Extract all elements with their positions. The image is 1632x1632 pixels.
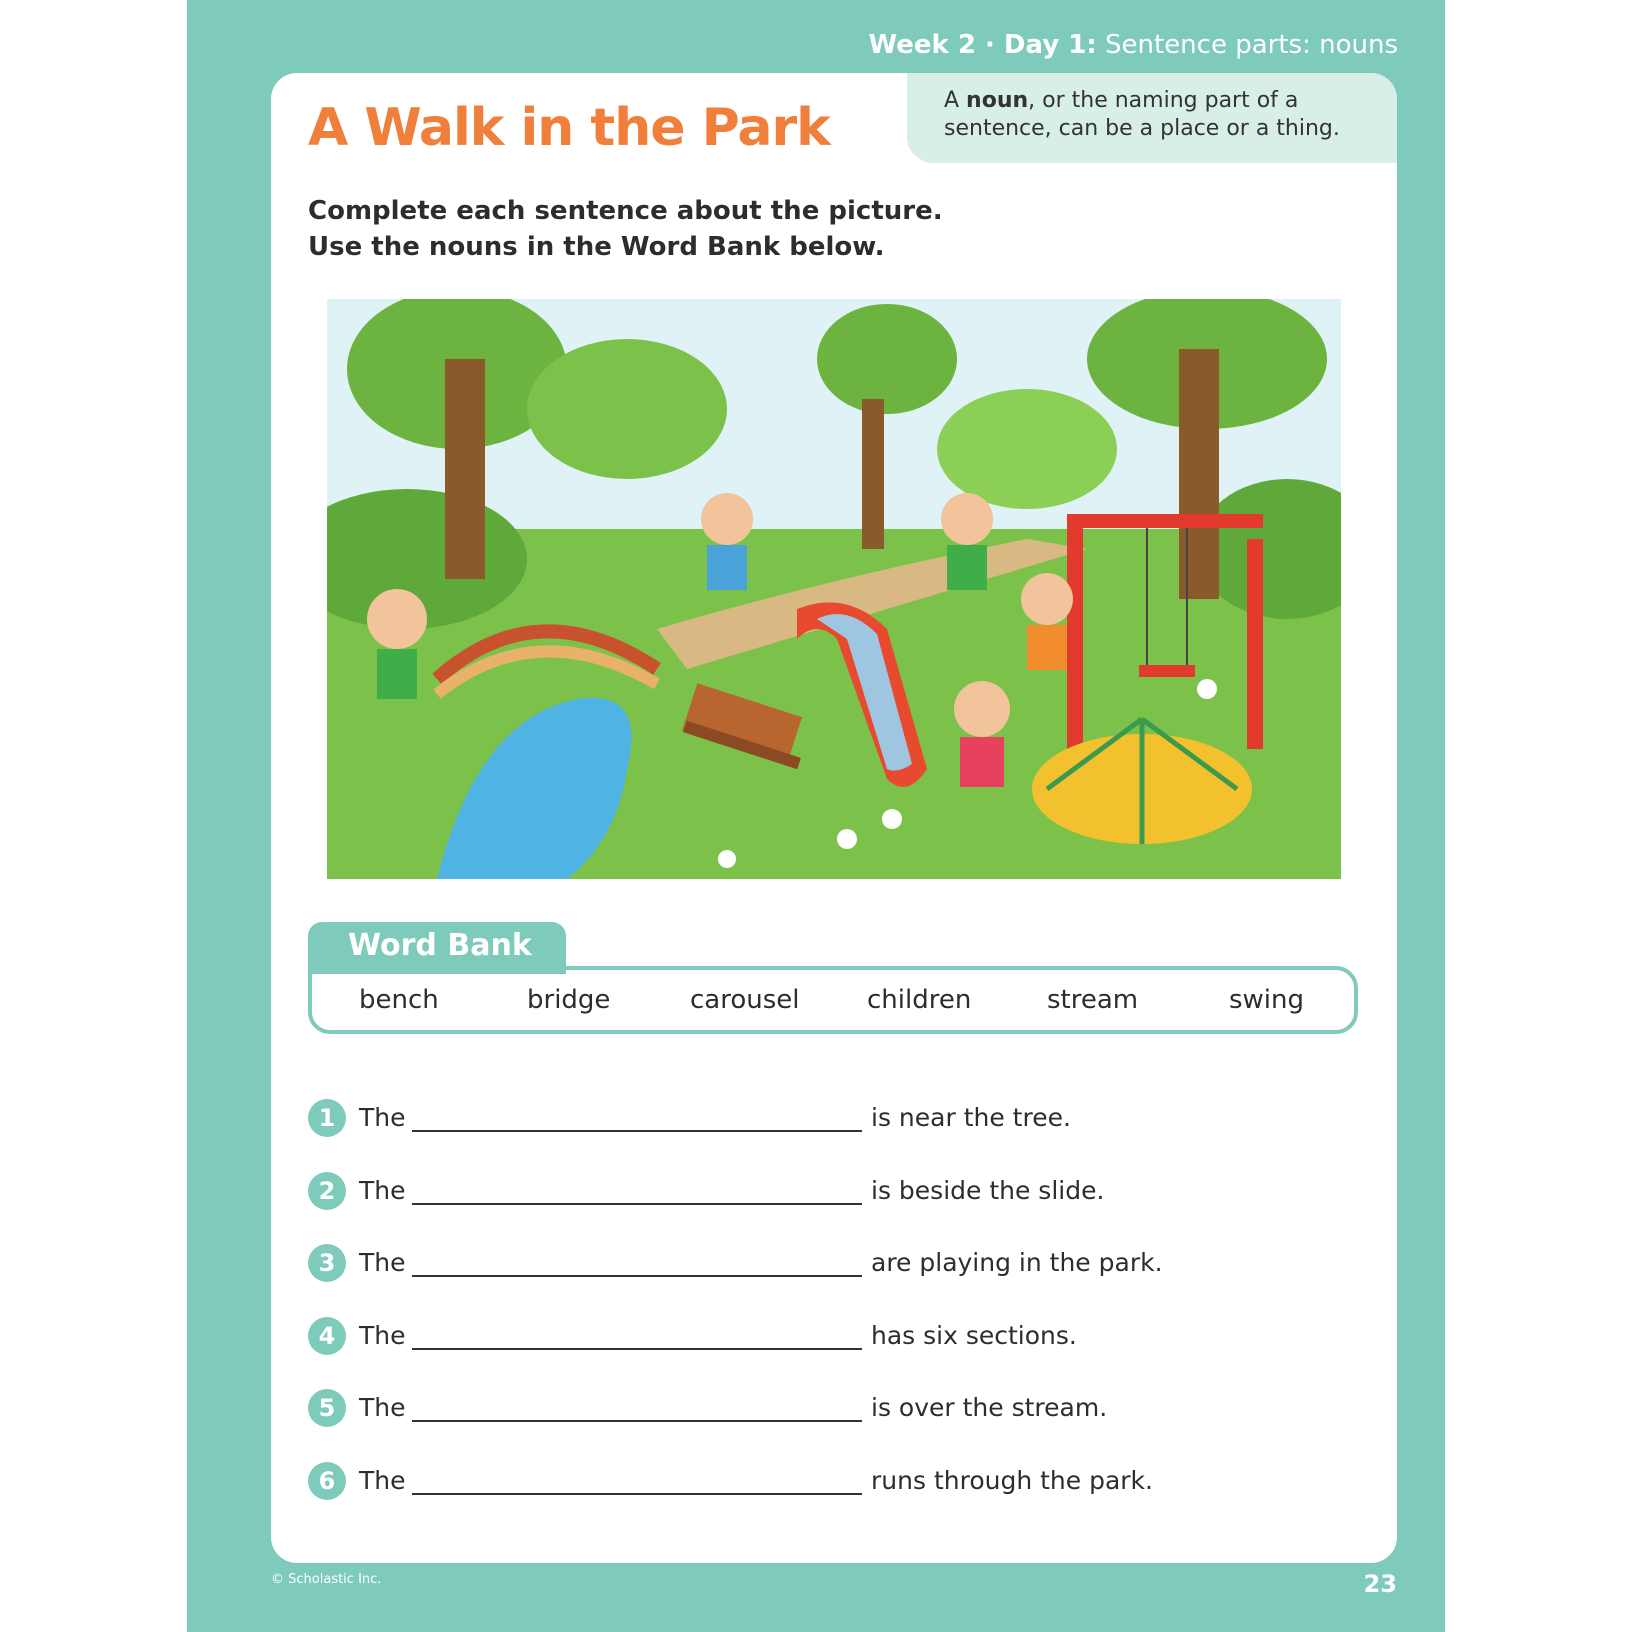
question-number-badge: 3 xyxy=(308,1244,346,1282)
instruction-line-1: Complete each sentence about the picture. xyxy=(308,196,943,226)
question-number-badge: 5 xyxy=(308,1389,346,1427)
question-end: is over the stream. xyxy=(871,1393,1108,1422)
question-start: The xyxy=(359,1321,406,1350)
page-title: A Walk in the Park xyxy=(308,98,830,158)
word-bank-word: carousel xyxy=(690,985,800,1015)
question-start: The xyxy=(359,1103,406,1132)
question-number-badge: 1 xyxy=(308,1099,346,1137)
word-bank-word: stream xyxy=(1047,985,1139,1015)
question-start: The xyxy=(359,1248,406,1277)
word-bank-title: Word Bank xyxy=(348,928,532,963)
week-day-label: Week 2 · Day 1: xyxy=(868,30,1097,60)
answer-blank-line[interactable] xyxy=(412,1275,862,1277)
question-number-badge: 6 xyxy=(308,1462,346,1500)
page-number: 23 xyxy=(1363,1570,1397,1598)
answer-blank-line[interactable] xyxy=(412,1348,862,1350)
question-number-badge: 2 xyxy=(308,1172,346,1210)
lesson-header xyxy=(869,30,1399,60)
question-number-badge: 4 xyxy=(308,1317,346,1355)
note-text-before: A xyxy=(944,88,967,113)
answer-blank-line[interactable] xyxy=(412,1493,862,1495)
lesson-topic: Sentence parts: nouns xyxy=(1105,30,1398,60)
park-illustration xyxy=(327,299,1341,879)
word-bank-box xyxy=(308,966,1358,1034)
word-bank-word: bridge xyxy=(527,985,611,1015)
answer-blank-line[interactable] xyxy=(412,1130,862,1132)
word-bank-word: swing xyxy=(1229,985,1305,1015)
answer-blank-line[interactable] xyxy=(412,1420,862,1422)
question-end: is near the tree. xyxy=(871,1103,1071,1132)
answer-blank-line[interactable] xyxy=(412,1203,862,1205)
note-text-after: , or the naming part of a sentence, can be a place or a thing. xyxy=(944,88,1340,141)
worksheet-card xyxy=(271,73,1397,1563)
question-start: The xyxy=(359,1176,406,1205)
question-start: The xyxy=(359,1466,406,1495)
word-bank-word: children xyxy=(867,985,972,1015)
instruction-line-2: Use the nouns in the Word Bank below. xyxy=(308,232,885,262)
worksheet-page xyxy=(187,0,1445,1632)
question-end: has six sections. xyxy=(871,1321,1077,1350)
question-end: is beside the slide. xyxy=(871,1176,1105,1205)
question-start: The xyxy=(359,1393,406,1422)
note-bold-term: noun xyxy=(966,88,1029,113)
question-end: are playing in the park. xyxy=(871,1248,1163,1277)
copyright-notice: © Scholastic Inc. xyxy=(271,1572,382,1587)
noun-definition-note xyxy=(907,73,1397,163)
word-bank-word: bench xyxy=(359,985,439,1015)
instructions xyxy=(308,193,943,265)
question-end: runs through the park. xyxy=(871,1466,1153,1495)
